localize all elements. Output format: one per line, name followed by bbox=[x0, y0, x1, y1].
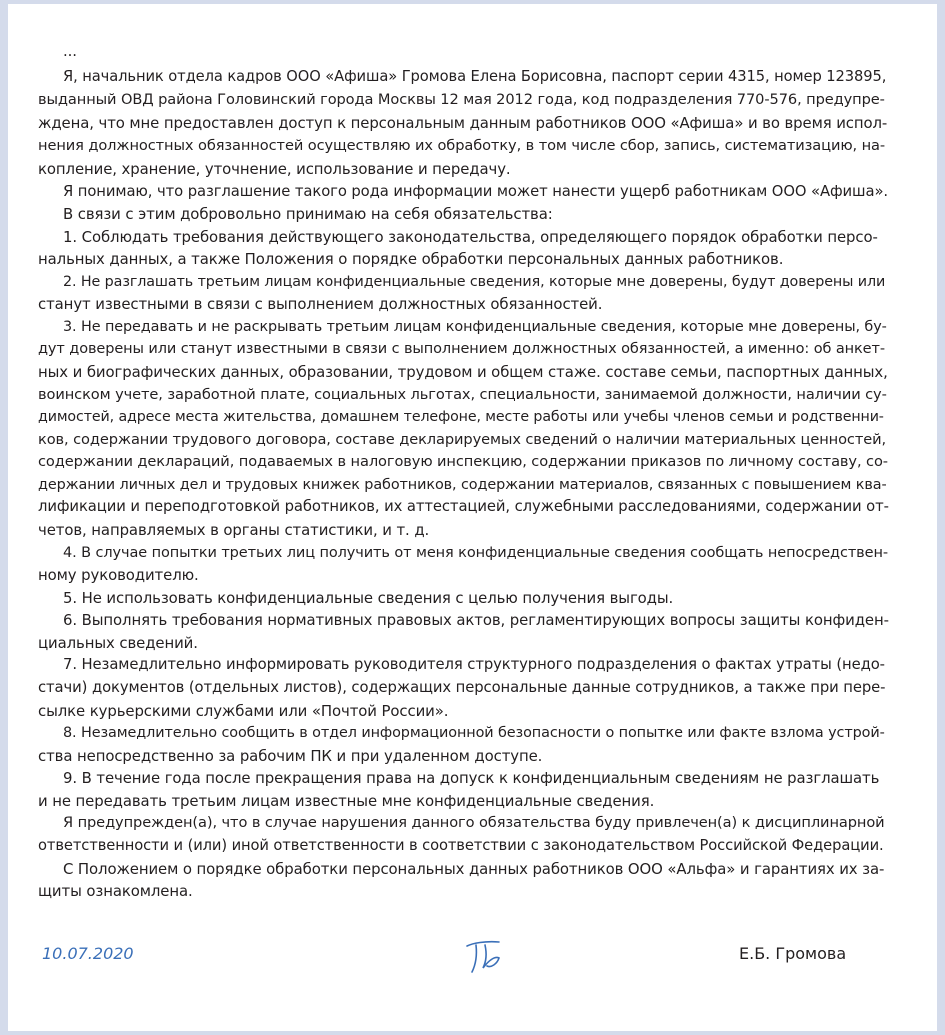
text-line: Я, начальник отдела кадров ООО «Афиша» Громова Елена Борисовна, паспорт серии 4315, номер 123895, bbox=[63, 68, 887, 85]
text-line: копление, хранение, уточнение, использование и передачу. bbox=[38, 160, 511, 178]
text-line: ства непосредственно за рабочим ПК и при удаленном доступе. bbox=[38, 747, 543, 765]
text-line: 6. Выполнять требования нормативных правовых актов, регламентирующих вопросы защиты конфиден- bbox=[63, 611, 889, 629]
text-line: Я понимаю, что разглашение такого рода информации может нанести ущерб работникам ООО «Афиша». bbox=[63, 183, 889, 200]
text-line: сылке курьерскими службами или «Почтой России». bbox=[38, 702, 449, 720]
signer-name: Е.Б. Громова bbox=[739, 944, 847, 963]
text-line: 3. Не передавать и не раскрывать третьим лицам конфиденциальные сведения, которые мне доверены, бу- bbox=[63, 319, 887, 335]
text-line: ному руководителю. bbox=[38, 566, 199, 584]
text-line: ков, содержании трудового договора, составе декларируемых сведений о наличии материальных ценностей, bbox=[38, 431, 887, 448]
text-line: 7. Незамедлительно информировать руководителя структурного подразделения о фактах утраты (недо- bbox=[63, 656, 885, 673]
text-line: содержании деклараций, подаваемых в налоговую инспекцию, содержании приказов по личному составу, со- bbox=[38, 453, 888, 470]
document-date: 10.07.2020 bbox=[42, 944, 134, 963]
text-line: димостей, адресе места жительства, домашнем телефоне, месте работы или учебы членов семьи и родственни- bbox=[38, 409, 884, 425]
text-line: ответственности и (или) иной ответственности в соответствии с законодательством Российской Федерации. bbox=[38, 837, 884, 854]
text-line: В связи с этим добровольно принимаю на себя обязательства: bbox=[63, 205, 553, 223]
text-line: Я предупрежден(а), что в случае нарушения данного обязательства буду привлечен(а) к дисциплинарной bbox=[63, 814, 885, 831]
text-line: 5. Не использовать конфиденциальные сведения с целью получения выгоды. bbox=[63, 589, 674, 607]
text-line: ... bbox=[63, 42, 77, 60]
text-line: лификации и переподготовкой работников, их аттестацией, служебными расследованиями, содержании от- bbox=[38, 498, 889, 515]
text-line: выданный ОВД района Головинский города Москвы 12 мая 2012 года, код подразделения 770-576, предупре- bbox=[38, 91, 885, 108]
text-line: ждена, что мне предоставлен доступ к персональным данным работников ООО «Афиша» и во время испол- bbox=[38, 114, 888, 132]
text-line: 4. В случае попытки третьих лиц получить от меня конфиденциальные сведения сообщать непосредствен- bbox=[63, 545, 888, 561]
text-line: щиты ознакомлена. bbox=[38, 882, 193, 900]
text-line: ных и биографических данных, образовании, трудовом и общем стаже. составе семьи, паспортных данных, bbox=[38, 363, 888, 381]
text-line: 8. Незамедлительно сообщить в отдел информационной безопасности о попытке или факте взлома устрой- bbox=[63, 725, 885, 741]
text-line: станут известными в связи с выполнением должностных обязанностей. bbox=[38, 295, 603, 313]
text-line: и не передавать третьим лицам известные мне конфиденциальные сведения. bbox=[38, 792, 655, 810]
text-line: 1. Соблюдать требования действующего законодательства, определяющего порядок обработки персо- bbox=[63, 228, 878, 246]
text-line: нальных данных, а также Положения о порядке обработки персональных данных работников. bbox=[38, 250, 784, 268]
text-line: держании личных дел и трудовых книжек работников, содержании материалов, связанных с повышением ква- bbox=[38, 477, 887, 493]
text-line: воинском учете, заработной плате, социальных льготах, специальности, занимаемой должности, наличии су- bbox=[38, 386, 887, 403]
text-line: дут доверены или станут известными в связи с выполнением должностных обязанностей, а именно: об анкет- bbox=[38, 341, 885, 357]
text-line: стачи) документов (отдельных листов), содержащих персональные данные сотрудников, а также при пере- bbox=[38, 679, 886, 696]
text-line: четов, направляемых в органы статистики, и т. д. bbox=[38, 521, 430, 539]
text-line: 9. В течение года после прекращения права на допуск к конфиденциальным сведениям не разглашать bbox=[63, 769, 880, 787]
text-line: 2. Не разглашать третьим лицам конфиденциальные сведения, которые мне доверены, будут доверены или bbox=[63, 274, 886, 290]
text-line: циальных сведений. bbox=[38, 634, 198, 652]
handwritten-signature bbox=[463, 934, 505, 978]
text-line: С Положением о порядке обработки персональных данных работников ООО «Альфа» и гарантиях их за- bbox=[63, 860, 885, 878]
text-line: нения должностных обязанностей осуществляю их обработку, в том числе сбор, запись, систематизацию, на- bbox=[38, 137, 886, 154]
